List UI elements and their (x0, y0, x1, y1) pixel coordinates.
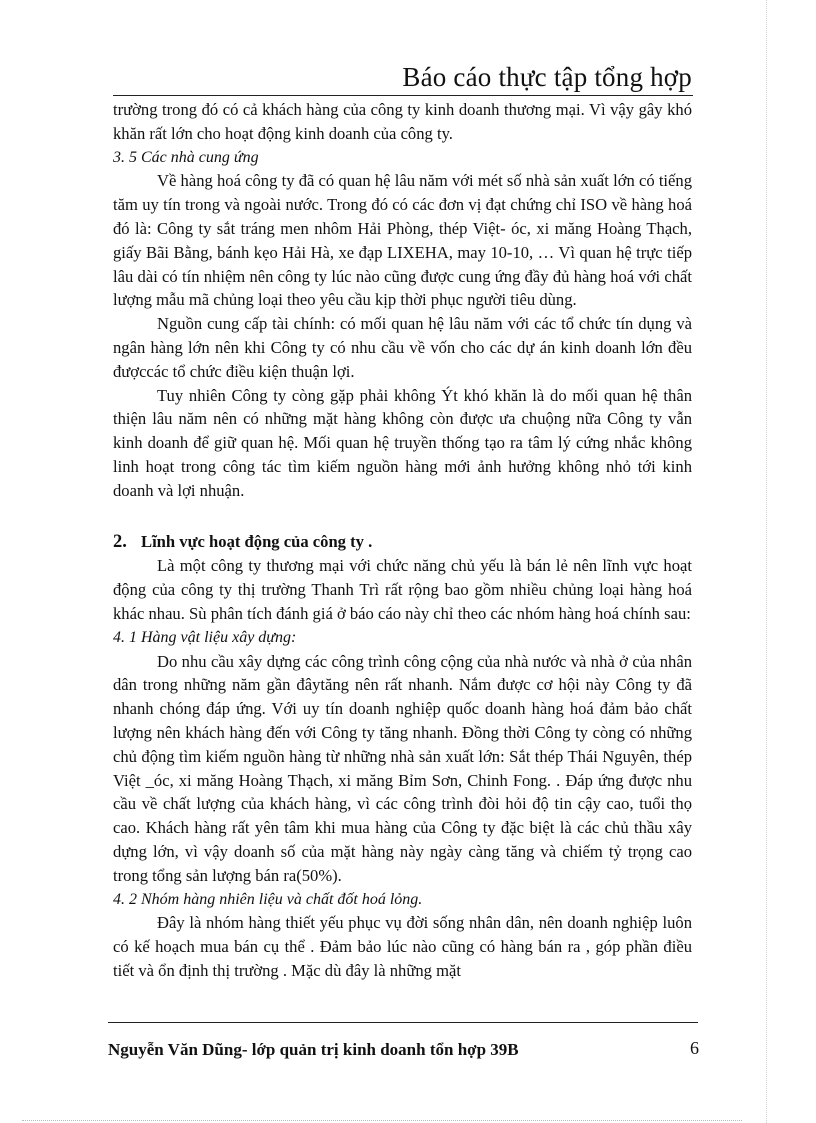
subheading-construction-materials: 4. 1 Hàng vật liệu xây dựng: (113, 628, 297, 646)
header-title: Báo cáo thực tập tổng hợp (402, 62, 692, 92)
page-number: 6 (690, 1038, 699, 1058)
document-body (113, 98, 692, 983)
paragraph-continued: trường trong đó có cả khách hàng của công ty kinh doanh thương mại. Vì vậy gây khó khăn rất lớn cho hoạt động kinh doanh của công ty. (113, 100, 692, 143)
paragraph-fuel: Đây là nhóm hàng thiết yếu phục vụ đời sống nhân dân, nên doanh nghiệp luôn có kế hoạch mua bán cụ thể . Đảm bảo lúc nào cũng có hàng bán ra , góp phần điều tiết và ổn định thị trường . Mặc dù đây là những mặt (113, 913, 692, 980)
paragraph-financing: Nguồn cung cấp tài chính: có mối quan hệ lâu năm với các tổ chức tín dụng và ngân hàng lớn nên khi Công ty có nhu cầu về vốn cho các dự án kinh doanh lớn đều đượccác tổ chức điều kiện thuận lợi. (113, 314, 692, 381)
header-rule (113, 95, 693, 96)
page-margin-dotted-line (766, 0, 767, 1123)
page-edge-dotted-line (22, 1120, 742, 1121)
paragraph-construction-materials: Do nhu cầu xây dựng các công trình công cộng của nhà nước và nhà ở của nhân dân trong những năm gần đâytăng nên rất nhanh. Nắm được cơ hội này Công ty đã nhanh chóng đáp ứng. Với uy tín doanh nghiệp quốc doanh hàng hoá đảm bảo chất lượng nên khách hàng đến với Công ty tăng nhanh. Đồng thời Công ty còng có những chủ động tìm kiếm nguồn hàng từ những nhà sản xuất lớn: Sắt thép Thái Nguyên, thép Việt _óc, xi măng Hoàng Thạch, xi măng Bỉm Sơn, Chinh Fong. . Đáp ứng được nhu cầu về chất lượng của khách hàng, vì các công trình đòi hỏi độ tin cậy cao, tuổi thọ cao. Khách hàng rất yên tâm khi mua hàng của Công ty đặc biệt là các chủ thầu xây dựng lớn, vì vậy doanh số của mặt hàng này ngày càng tăng và chiếm tỷ trọng cao trong tổng sản lượng bán ra(50%). (113, 651, 692, 885)
section-heading-2 (113, 530, 692, 555)
subheading-suppliers: 3. 5 Các nhà cung ứng (113, 148, 259, 166)
paragraph-difficulties: Tuy nhiên Công ty còng gặp phải không Ýt khó khăn là do mối quan hệ thân thiện lâu năm nên có những mặt hàng không còn được ưa chuộng nữa Công ty vẫn kinh doanh để giữ quan hệ. Mối quan hệ truyền thống tạo ra tâm lý cứng nhắc không linh hoạt trong công tác tìm kiếm nguồn hàng mới ảnh hưởng không nhỏ tới kinh doanh và lợi nhuận. (113, 385, 692, 500)
subheading-fuel: 4. 2 Nhóm hàng nhiên liệu và chất đốt hoá lỏng. (113, 890, 423, 908)
footer-rule (108, 1022, 698, 1023)
section-number: 2. (113, 531, 127, 552)
footer-author: Nguyễn Văn Dũng- lớp quản trị kinh doanh tổn hợp 39B (108, 1040, 519, 1059)
section-title: Lĩnh vực hoạt động của công ty . (141, 531, 373, 551)
paragraph-business-field: Là một công ty thương mại với chức năng chủ yếu là bán lẻ nên lĩnh vực hoạt động của công ty thị trường Thanh Trì rất rộng bao gồm nhiều chủng loại hàng hoá khác nhau. Sù phân tích đánh giá ở báo cáo này chỉ theo các nhóm hàng hoá chính sau: (113, 556, 692, 623)
paragraph-suppliers: Về hàng hoá công ty đã có quan hệ lâu năm với mét số nhà sản xuất lớn có tiếng tăm uy tín trong và ngoài nước. Trong đó có các đơn vị đạt chứng chỉ ISO về hàng hoá đó là: Công ty sắt tráng men nhôm Hải Phòng, thép Việt- óc, xi măng Hoàng Thạch, giấy Bãi Bằng, bánh kẹo Hải Hà, xe đạp LIXEHA, may 10-10, … Vì quan hệ trực tiếp lâu dài có tín nhiệm nên công ty lúc nào cũng được cung ứng đầy đủ hàng hoá với chất lượng mẫu mã chủng loại theo yêu cầu kịp thời phục người tiêu dùng. (113, 171, 692, 310)
